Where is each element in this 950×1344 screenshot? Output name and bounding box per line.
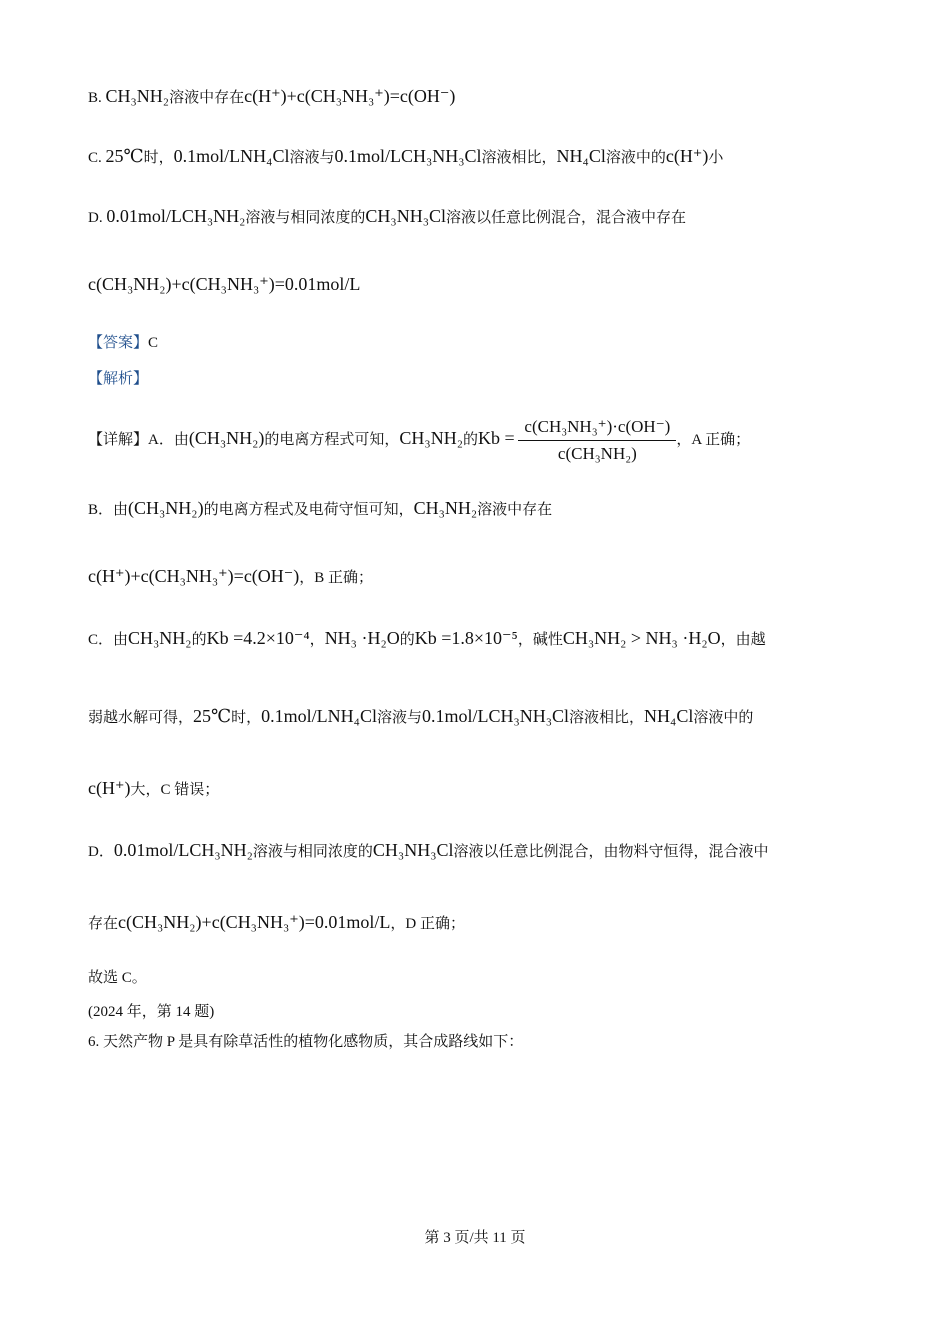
analysis-line <box>88 369 148 389</box>
text: 的 <box>462 432 478 448</box>
text: B．由 <box>88 502 129 518</box>
text: 的 <box>191 632 207 648</box>
formula: c(CH₃NH₂)+c(CH₃NH₃⁺)=0.01mol/L <box>118 912 391 932</box>
option-b-line <box>88 86 455 108</box>
option-c-line <box>88 146 723 168</box>
formula: (CH₃NH₂) <box>128 498 204 518</box>
formula: (CH₃NH₂) <box>188 428 265 448</box>
text: 小 <box>708 150 724 166</box>
text: 溶液与相同浓度的 <box>252 844 373 860</box>
formula: CH₃NH₃Cl <box>372 840 454 860</box>
formula: 0.01mol/LCH₃NH₂ <box>106 206 246 226</box>
formula: NH₃ ·H₂O <box>324 628 400 648</box>
text: ，A 正确； <box>676 432 751 448</box>
formula: NH₄Cl <box>644 706 694 726</box>
text: 溶液中的 <box>693 710 754 726</box>
formula: c(H⁺)+c(CH₃NH₃⁺)=c(OH⁻) <box>244 86 456 106</box>
formula: CH₃NH₂ <box>413 498 478 518</box>
text: 的 <box>399 632 415 648</box>
formula: c(H⁺)+c(CH₃NH₃⁺)=c(OH⁻) <box>88 566 300 586</box>
text: 溶液以任意比例混合，由物料守恒得，混合液中 <box>453 844 769 860</box>
formula: 25℃ <box>105 146 144 166</box>
detail-c-line-3 <box>88 778 219 800</box>
option-label: C. <box>88 150 102 166</box>
detail-b-formula-line <box>88 566 373 588</box>
text: C．由 <box>88 632 129 648</box>
text: 弱越水解可得， <box>88 710 194 726</box>
text: 溶液中存在 <box>477 502 553 518</box>
page-footer: 第 3 页/共 11 页 <box>424 1230 526 1246</box>
fraction-numerator: c(CH₃NH₃⁺)·c(OH⁻) <box>518 417 676 441</box>
conclusion: 故选 C。 <box>88 970 147 986</box>
option-label: B. <box>88 90 102 106</box>
formula: Kb = <box>478 428 515 448</box>
text: 溶液以任意比例混合，混合液中存在 <box>445 210 686 226</box>
text: 时， <box>231 710 262 726</box>
formula: CH₃NH₂ > NH₃ ·H₂O <box>562 628 721 648</box>
option-d-formula-line <box>88 274 360 296</box>
formula: 0.01mol/LCH₃NH₂ <box>113 840 253 860</box>
detail-tag: 【详解】 <box>88 432 149 448</box>
formula: CH₃NH₂ <box>399 428 463 448</box>
formula: Kb =4.2×10⁻⁴ <box>206 628 310 648</box>
option-d-line <box>88 206 686 228</box>
detail-b-line <box>88 498 552 520</box>
detail-c-line-2 <box>88 706 753 728</box>
detail-d-line-2 <box>88 912 465 934</box>
text: ，D 正确； <box>390 916 465 932</box>
text: 的电离方程式及电荷守恒可知， <box>203 502 414 518</box>
formula: 0.1mol/LNH₄Cl <box>173 146 290 166</box>
text: A．由 <box>148 432 189 448</box>
formula: CH₃NH₂ <box>128 628 192 648</box>
formula: NH₄Cl <box>556 146 606 166</box>
answer-line <box>88 333 158 353</box>
answer-tag: 【答案】 <box>88 335 149 351</box>
text: ，B 正确； <box>299 570 374 586</box>
question-6: 6. 天然产物 P 是具有除草活性的植物化感物质，其合成路线如下： <box>88 1034 524 1050</box>
text: D． <box>88 844 114 860</box>
text: 大，C 错误； <box>130 782 220 798</box>
formula: 0.1mol/LCH₃NH₃Cl <box>334 146 482 166</box>
text: 溶液与 <box>376 710 422 726</box>
kb-fraction <box>518 417 676 464</box>
formula: CH₃NH₃Cl <box>365 206 446 226</box>
text: 溶液中存在 <box>169 90 245 106</box>
text: ，碱性 <box>517 632 563 648</box>
formula: Kb =1.8×10⁻⁵ <box>414 628 518 648</box>
analysis-tag: 【解析】 <box>88 371 149 387</box>
detail-a-line <box>88 408 750 468</box>
detail-d-line <box>88 840 769 862</box>
detail-c-line <box>88 628 766 650</box>
text: 溶液相比， <box>569 710 645 726</box>
formula: c(H⁺) <box>88 778 131 798</box>
text: 溶液与 <box>289 150 335 166</box>
text: 溶液相比， <box>481 150 557 166</box>
formula: 0.1mol/LNH₄Cl <box>261 706 377 726</box>
text: 溶液与相同浓度的 <box>245 210 366 226</box>
formula: c(H⁺) <box>665 146 709 166</box>
answer-value: C <box>148 335 159 351</box>
text: 存在 <box>88 916 119 932</box>
formula: 25℃ <box>193 706 232 726</box>
formula: CH₃NH₂ <box>105 86 170 106</box>
text: ， <box>309 632 325 648</box>
formula: c(CH₃NH₂)+c(CH₃NH₃⁺)=0.01mol/L <box>88 274 361 294</box>
text: 的电离方程式可知， <box>264 432 400 448</box>
text: 时， <box>143 150 174 166</box>
fraction-denominator: c(CH₃NH₂) <box>557 444 637 464</box>
formula: 0.1mol/LCH₃NH₃Cl <box>421 706 570 726</box>
question-source: (2024 年，第 14 题) <box>88 1004 215 1020</box>
text: 溶液中的 <box>605 150 666 166</box>
text: ，由越 <box>720 632 766 648</box>
option-label: D. <box>88 210 103 226</box>
